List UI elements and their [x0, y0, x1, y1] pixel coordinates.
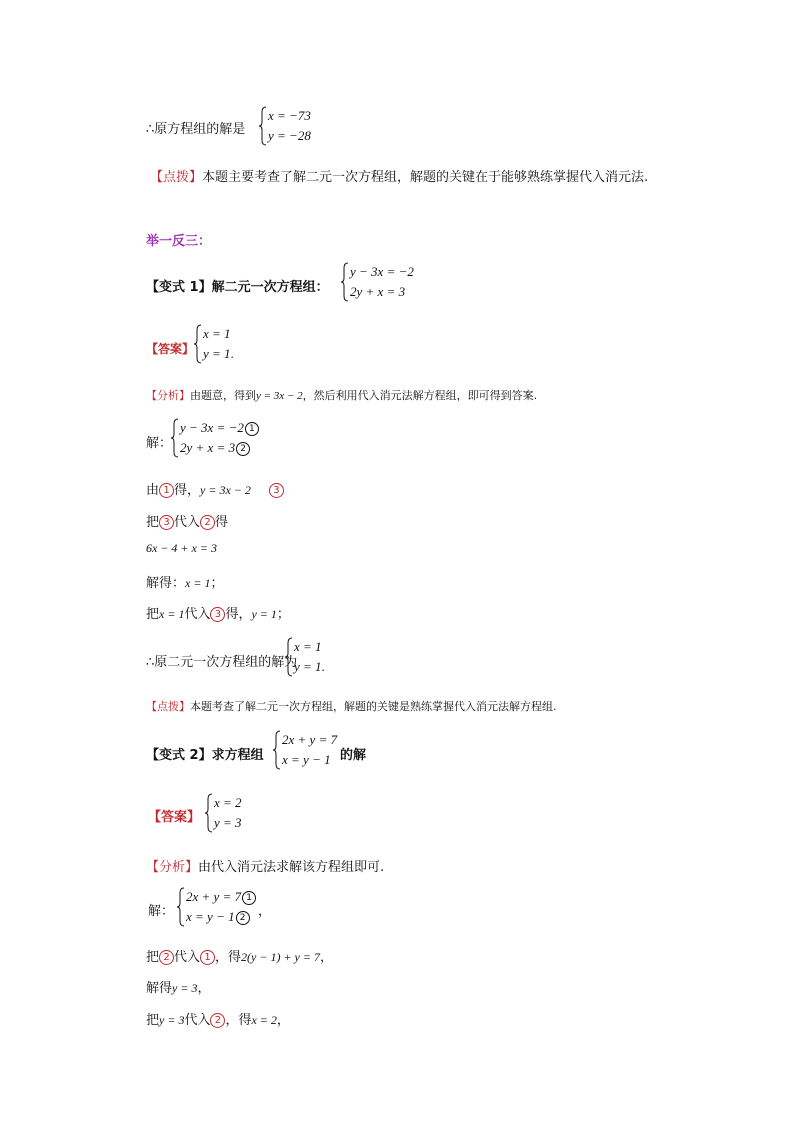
equation-line: x = 1 — [294, 639, 322, 654]
circled-number: 1 — [242, 891, 256, 905]
analysis-paragraph — [146, 856, 384, 875]
equation-line: x = 1 — [203, 326, 231, 341]
circled-number: 2 — [236, 442, 250, 456]
circled-number: 3 — [210, 607, 225, 622]
analysis-tag: 【分析】 — [146, 860, 199, 875]
solution-step: 解得：x = 1； — [146, 576, 224, 591]
equation-line: x = 2 — [214, 795, 242, 810]
solve-end: ， — [258, 904, 272, 919]
solution-step: 由 1 得，y = 3x − 2 3 — [146, 479, 284, 498]
solution-step: 6x − 4 + x = 3 — [146, 541, 217, 555]
circled-number: 1 — [245, 422, 259, 436]
tip-paragraph — [146, 698, 557, 714]
equation-line: x = −73 — [268, 108, 311, 123]
brace-icon — [284, 637, 294, 677]
variant-stem: 解二元一次方程组： — [211, 280, 329, 295]
conclusion: ∴原二元一次方程组的解为 — [146, 655, 298, 670]
equation-line: y = 1. — [203, 346, 234, 361]
solution-statement — [146, 118, 245, 137]
brace-icon — [272, 730, 282, 770]
variant-tag: 【变式 1】 — [146, 280, 212, 295]
equation-line: y − 3x = −2 — [350, 264, 414, 279]
equation-line: y − 3x = −2 1 — [180, 420, 259, 436]
variant-heading — [146, 276, 329, 295]
circled-number: 3 — [159, 515, 174, 530]
solve-label: 解： — [146, 436, 173, 451]
solution-step: 把 2 代入 1 ，得2(y − 1) + y = 7， — [146, 950, 333, 965]
variant-stem: 求方程组 — [211, 748, 264, 763]
solution-prefix: ∴原方程组的解是 — [146, 122, 246, 137]
section-title: 举一反三： — [146, 234, 212, 249]
circled-number: 1 — [159, 483, 174, 498]
analysis-text: ，然后利用代入消元法解方程组，即可得到答案. — [302, 389, 538, 402]
solution-step: 把x = 1代入 3 得，y = 1； — [146, 607, 290, 622]
brace-icon — [258, 106, 268, 146]
circled-number: 1 — [200, 950, 215, 965]
answer-tag: 【答案】 — [148, 810, 201, 825]
solution-step: 把 3 代入 2 得 — [146, 515, 229, 530]
brace-icon — [340, 262, 350, 302]
brace-icon — [204, 793, 214, 833]
equation-line: 2x + y = 7 — [282, 732, 338, 747]
solution-step: 把y = 3代入 2 ，得x = 2， — [146, 1013, 290, 1028]
circled-number: 2 — [210, 1013, 225, 1028]
math-expr: y = 3x − 2 — [256, 390, 303, 402]
equation-line: 2y + x = 3 — [350, 284, 406, 299]
tip-tag: 【点拨】 — [150, 170, 203, 185]
circled-number: 2 — [236, 911, 250, 925]
tip-text: 本题主要考查了解二元一次方程组，解题的关键在于能够熟练掌握代入消元法. — [202, 170, 649, 185]
equation-line: 2x + y = 7 1 — [186, 889, 256, 905]
equation-line: y = 3 — [214, 815, 242, 830]
analysis-tag: 【分析】 — [146, 389, 190, 402]
answer-tag: 【答案】 — [146, 342, 195, 356]
solve-label: 解： — [148, 904, 175, 919]
equation-system — [340, 262, 430, 302]
analysis-text: 由代入消元法求解该方程组即可. — [198, 860, 385, 875]
solution-step: 解得y = 3， — [146, 981, 211, 996]
analysis-text: 由题意，得到 — [190, 389, 256, 402]
answer-system — [204, 793, 264, 833]
equation-system — [258, 106, 338, 146]
brace-icon — [170, 418, 180, 458]
circled-number: 2 — [200, 515, 215, 530]
brace-icon — [193, 324, 203, 364]
equation-system — [272, 730, 342, 770]
conclusion-system — [284, 637, 354, 677]
equation-line: x = y − 1 — [282, 752, 331, 767]
tip-text: 本题考查了解二元一次方程组，解题的关键是熟练掌握代入消元法解方程组. — [190, 700, 557, 713]
answer-system — [193, 324, 253, 364]
tip-tag: 【点拨】 — [146, 700, 190, 713]
brace-icon — [176, 887, 186, 927]
solve-system — [170, 418, 280, 458]
analysis-paragraph — [146, 387, 537, 403]
equation-line: y = −28 — [268, 128, 311, 143]
variant-stem-end: 的解 — [340, 748, 367, 763]
equation-line: x = y − 1 2 — [186, 909, 250, 925]
equation-line: y = 1. — [294, 659, 325, 674]
variant-tag: 【变式 2】 — [146, 748, 212, 763]
variant-heading — [146, 744, 264, 763]
circled-number: 2 — [159, 950, 174, 965]
equation-line: 2y + x = 3 2 — [180, 440, 250, 456]
tip-paragraph — [150, 166, 648, 185]
circled-number: 3 — [269, 483, 284, 498]
